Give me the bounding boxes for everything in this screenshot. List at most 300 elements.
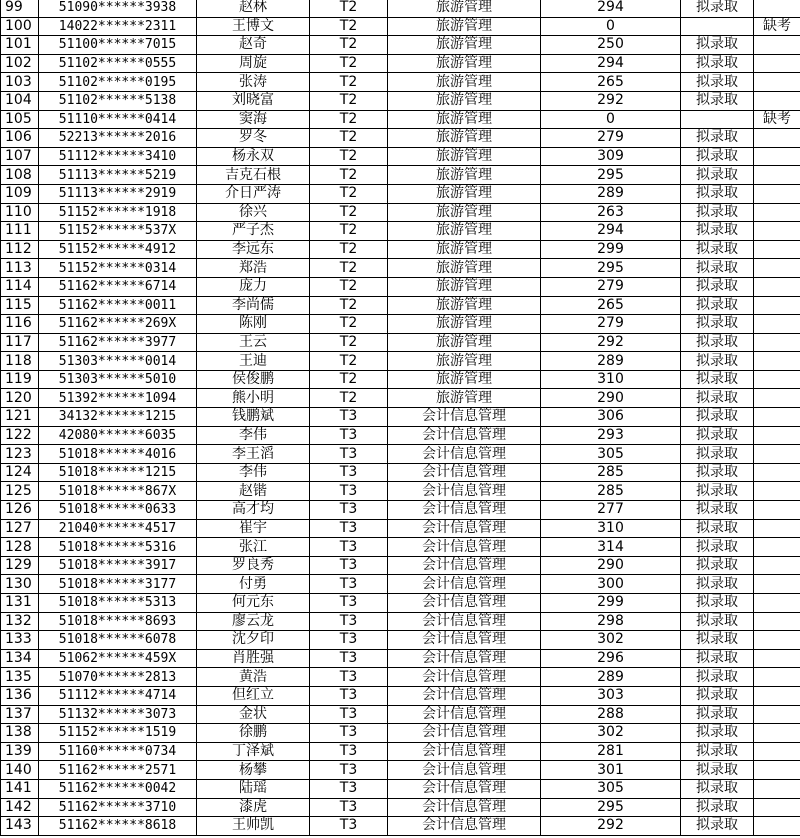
table-row (1, 315, 800, 334)
major-cell: 会计信息管理 (388, 686, 541, 705)
name-cell: 徐鹏 (197, 724, 310, 743)
class-code-cell: T2 (310, 166, 388, 185)
status-cell: 拟录取 (681, 594, 754, 613)
seq-cell: 99 (1, 0, 39, 17)
class-code-cell: T2 (310, 17, 388, 36)
id-number-cell: 51018******6078 (39, 631, 197, 650)
name-cell: 侯俊鹏 (197, 370, 310, 389)
note-cell (754, 686, 800, 705)
seq-cell: 105 (1, 110, 39, 129)
seq-cell: 104 (1, 91, 39, 110)
id-number-cell: 51018******0633 (39, 501, 197, 520)
status-cell: 拟录取 (681, 0, 754, 17)
table-row (1, 501, 800, 520)
note-cell: 缺考 (754, 110, 800, 129)
status-cell: 拟录取 (681, 798, 754, 817)
status-cell: 拟录取 (681, 296, 754, 315)
table-row (1, 0, 800, 17)
score-cell: 289 (541, 668, 681, 687)
seq-cell: 125 (1, 482, 39, 501)
note-cell (754, 817, 800, 836)
table-row (1, 575, 800, 594)
score-cell: 299 (541, 240, 681, 259)
seq-cell: 143 (1, 817, 39, 836)
note-cell (754, 705, 800, 724)
note-cell (754, 779, 800, 798)
major-cell: 会计信息管理 (388, 705, 541, 724)
note-cell (754, 612, 800, 631)
class-code-cell: T2 (310, 203, 388, 222)
score-cell: 285 (541, 463, 681, 482)
class-code-cell: T2 (310, 240, 388, 259)
status-cell: 拟录取 (681, 91, 754, 110)
class-code-cell: T2 (310, 54, 388, 73)
table-row (1, 296, 800, 315)
seq-cell: 113 (1, 259, 39, 278)
table-row (1, 761, 800, 780)
class-code-cell: T3 (310, 408, 388, 427)
status-cell: 拟录取 (681, 203, 754, 222)
seq-cell: 140 (1, 761, 39, 780)
table-row (1, 370, 800, 389)
seq-cell: 110 (1, 203, 39, 222)
table-row (1, 742, 800, 761)
score-cell: 279 (541, 315, 681, 334)
seq-cell: 130 (1, 575, 39, 594)
id-number-cell: 51162******8618 (39, 817, 197, 836)
seq-cell: 118 (1, 352, 39, 371)
class-code-cell: T3 (310, 668, 388, 687)
status-cell: 拟录取 (681, 129, 754, 148)
status-cell: 拟录取 (681, 631, 754, 650)
score-cell: 263 (541, 203, 681, 222)
id-number-cell: 51303******0014 (39, 352, 197, 371)
status-cell: 拟录取 (681, 408, 754, 427)
table-row (1, 724, 800, 743)
name-cell: 张江 (197, 538, 310, 557)
class-code-cell: T2 (310, 259, 388, 278)
id-number-cell: 51392******1094 (39, 389, 197, 408)
seq-cell: 112 (1, 240, 39, 259)
seq-cell: 109 (1, 184, 39, 203)
class-code-cell: T3 (310, 594, 388, 613)
major-cell: 会计信息管理 (388, 501, 541, 520)
id-number-cell: 51162******269X (39, 315, 197, 334)
score-cell: 309 (541, 147, 681, 166)
seq-cell: 106 (1, 129, 39, 148)
major-cell: 旅游管理 (388, 129, 541, 148)
table-row (1, 147, 800, 166)
name-cell: 王帅凯 (197, 817, 310, 836)
note-cell (754, 389, 800, 408)
class-code-cell: T3 (310, 556, 388, 575)
note-cell (754, 129, 800, 148)
status-cell: 拟录取 (681, 73, 754, 92)
name-cell: 付勇 (197, 575, 310, 594)
name-cell: 熊小明 (197, 389, 310, 408)
name-cell: 张涛 (197, 73, 310, 92)
status-cell: 拟录取 (681, 649, 754, 668)
class-code-cell: T3 (310, 817, 388, 836)
name-cell: 廖云龙 (197, 612, 310, 631)
seq-cell: 116 (1, 315, 39, 334)
id-number-cell: 51102******5138 (39, 91, 197, 110)
table-row (1, 408, 800, 427)
table-row (1, 445, 800, 464)
table-row (1, 463, 800, 482)
status-cell: 拟录取 (681, 668, 754, 687)
note-cell (754, 315, 800, 334)
id-number-cell: 51162******3977 (39, 333, 197, 352)
score-cell: 294 (541, 54, 681, 73)
seq-cell: 132 (1, 612, 39, 631)
note-cell (754, 54, 800, 73)
major-cell: 会计信息管理 (388, 779, 541, 798)
note-cell (754, 36, 800, 55)
table-row (1, 277, 800, 296)
name-cell: 李远东 (197, 240, 310, 259)
note-cell (754, 203, 800, 222)
id-number-cell: 51018******3177 (39, 575, 197, 594)
note-cell (754, 575, 800, 594)
table-row (1, 779, 800, 798)
id-number-cell: 51100******7015 (39, 36, 197, 55)
name-cell: 杨攀 (197, 761, 310, 780)
id-number-cell: 51018******1215 (39, 463, 197, 482)
major-cell: 会计信息管理 (388, 649, 541, 668)
note-cell (754, 296, 800, 315)
status-cell: 拟录取 (681, 686, 754, 705)
seq-cell: 101 (1, 36, 39, 55)
id-number-cell: 51152******1519 (39, 724, 197, 743)
name-cell: 但红立 (197, 686, 310, 705)
status-cell: 拟录取 (681, 370, 754, 389)
seq-cell: 123 (1, 445, 39, 464)
score-cell: 250 (541, 36, 681, 55)
note-cell (754, 147, 800, 166)
seq-cell: 115 (1, 296, 39, 315)
id-number-cell: 51162******6714 (39, 277, 197, 296)
name-cell: 赵林 (197, 0, 310, 17)
table-row (1, 91, 800, 110)
score-cell: 306 (541, 408, 681, 427)
score-cell: 294 (541, 0, 681, 17)
major-cell: 旅游管理 (388, 259, 541, 278)
class-code-cell: T3 (310, 742, 388, 761)
score-cell: 295 (541, 259, 681, 278)
name-cell: 杨永双 (197, 147, 310, 166)
seq-cell: 119 (1, 370, 39, 389)
table-row (1, 110, 800, 129)
major-cell: 旅游管理 (388, 91, 541, 110)
seq-cell: 142 (1, 798, 39, 817)
score-cell: 295 (541, 798, 681, 817)
id-number-cell: 51102******0555 (39, 54, 197, 73)
note-cell (754, 463, 800, 482)
class-code-cell: T2 (310, 333, 388, 352)
class-code-cell: T3 (310, 631, 388, 650)
note-cell (754, 426, 800, 445)
name-cell: 陆瑶 (197, 779, 310, 798)
score-cell: 314 (541, 538, 681, 557)
note-cell (754, 166, 800, 185)
table-row (1, 538, 800, 557)
table-row (1, 426, 800, 445)
note-cell: 缺考 (754, 17, 800, 36)
score-cell: 0 (541, 17, 681, 36)
major-cell: 旅游管理 (388, 389, 541, 408)
note-cell (754, 259, 800, 278)
id-number-cell: 51110******0414 (39, 110, 197, 129)
table-row (1, 129, 800, 148)
name-cell: 王迪 (197, 352, 310, 371)
id-number-cell: 51303******5010 (39, 370, 197, 389)
id-number-cell: 51152******1918 (39, 203, 197, 222)
status-cell: 拟录取 (681, 482, 754, 501)
table-row (1, 17, 800, 36)
class-code-cell: T3 (310, 686, 388, 705)
major-cell: 旅游管理 (388, 17, 541, 36)
note-cell (754, 724, 800, 743)
class-code-cell: T2 (310, 352, 388, 371)
major-cell: 旅游管理 (388, 110, 541, 129)
score-cell: 277 (541, 501, 681, 520)
major-cell: 会计信息管理 (388, 594, 541, 613)
major-cell: 旅游管理 (388, 333, 541, 352)
table-row (1, 389, 800, 408)
note-cell (754, 519, 800, 538)
class-code-cell: T2 (310, 389, 388, 408)
score-cell: 290 (541, 389, 681, 408)
name-cell: 王云 (197, 333, 310, 352)
class-code-cell: T3 (310, 501, 388, 520)
score-cell: 299 (541, 594, 681, 613)
name-cell: 何元东 (197, 594, 310, 613)
table-row (1, 203, 800, 222)
name-cell: 严子杰 (197, 222, 310, 241)
name-cell: 李伟 (197, 463, 310, 482)
major-cell: 会计信息管理 (388, 556, 541, 575)
table-row (1, 686, 800, 705)
name-cell: 漆虎 (197, 798, 310, 817)
name-cell: 丁泽斌 (197, 742, 310, 761)
score-cell: 310 (541, 519, 681, 538)
seq-cell: 121 (1, 408, 39, 427)
name-cell: 周旋 (197, 54, 310, 73)
score-cell: 0 (541, 110, 681, 129)
id-number-cell: 34132******1215 (39, 408, 197, 427)
status-cell: 拟录取 (681, 538, 754, 557)
note-cell (754, 333, 800, 352)
id-number-cell: 21040******4517 (39, 519, 197, 538)
score-cell: 310 (541, 370, 681, 389)
name-cell: 庞力 (197, 277, 310, 296)
class-code-cell: T3 (310, 482, 388, 501)
id-number-cell: 51102******0195 (39, 73, 197, 92)
status-cell: 拟录取 (681, 612, 754, 631)
major-cell: 会计信息管理 (388, 724, 541, 743)
name-cell: 崔宇 (197, 519, 310, 538)
status-cell: 拟录取 (681, 277, 754, 296)
table-row (1, 240, 800, 259)
note-cell (754, 408, 800, 427)
score-cell: 292 (541, 91, 681, 110)
score-cell: 296 (541, 649, 681, 668)
major-cell: 旅游管理 (388, 73, 541, 92)
name-cell: 沈夕印 (197, 631, 310, 650)
table-row (1, 612, 800, 631)
status-cell: 拟录取 (681, 463, 754, 482)
status-cell: 拟录取 (681, 519, 754, 538)
id-number-cell: 51113******5219 (39, 166, 197, 185)
major-cell: 会计信息管理 (388, 742, 541, 761)
table-body (1, 0, 800, 835)
seq-cell: 134 (1, 649, 39, 668)
table-row (1, 482, 800, 501)
major-cell: 会计信息管理 (388, 408, 541, 427)
class-code-cell: T2 (310, 0, 388, 17)
score-cell: 288 (541, 705, 681, 724)
seq-cell: 103 (1, 73, 39, 92)
class-code-cell: T2 (310, 36, 388, 55)
table-row (1, 668, 800, 687)
class-code-cell: T3 (310, 761, 388, 780)
major-cell: 会计信息管理 (388, 668, 541, 687)
seq-cell: 141 (1, 779, 39, 798)
class-code-cell: T2 (310, 184, 388, 203)
status-cell: 拟录取 (681, 742, 754, 761)
status-cell: 拟录取 (681, 315, 754, 334)
class-code-cell: T2 (310, 222, 388, 241)
note-cell (754, 556, 800, 575)
score-cell: 295 (541, 166, 681, 185)
table-row (1, 817, 800, 836)
id-number-cell: 42080******6035 (39, 426, 197, 445)
status-cell: 拟录取 (681, 184, 754, 203)
score-cell: 279 (541, 129, 681, 148)
seq-cell: 122 (1, 426, 39, 445)
major-cell: 会计信息管理 (388, 761, 541, 780)
score-cell: 293 (541, 426, 681, 445)
name-cell: 肖胜强 (197, 649, 310, 668)
score-cell: 281 (541, 742, 681, 761)
seq-cell: 138 (1, 724, 39, 743)
seq-cell: 107 (1, 147, 39, 166)
note-cell (754, 761, 800, 780)
major-cell: 会计信息管理 (388, 798, 541, 817)
seq-cell: 135 (1, 668, 39, 687)
table-row (1, 519, 800, 538)
score-cell: 290 (541, 556, 681, 575)
seq-cell: 120 (1, 389, 39, 408)
score-cell: 292 (541, 333, 681, 352)
id-number-cell: 51018******8693 (39, 612, 197, 631)
status-cell: 拟录取 (681, 779, 754, 798)
class-code-cell: T3 (310, 649, 388, 668)
name-cell: 罗冬 (197, 129, 310, 148)
id-number-cell: 51070******2813 (39, 668, 197, 687)
class-code-cell: T3 (310, 612, 388, 631)
score-cell: 285 (541, 482, 681, 501)
class-code-cell: T2 (310, 370, 388, 389)
id-number-cell: 51132******3073 (39, 705, 197, 724)
class-code-cell: T3 (310, 705, 388, 724)
name-cell: 王博文 (197, 17, 310, 36)
major-cell: 会计信息管理 (388, 519, 541, 538)
status-cell: 拟录取 (681, 501, 754, 520)
major-cell: 旅游管理 (388, 352, 541, 371)
major-cell: 旅游管理 (388, 147, 541, 166)
note-cell (754, 370, 800, 389)
major-cell: 旅游管理 (388, 370, 541, 389)
class-code-cell: T2 (310, 315, 388, 334)
status-cell: 拟录取 (681, 761, 754, 780)
id-number-cell: 51018******3917 (39, 556, 197, 575)
table-row (1, 54, 800, 73)
id-number-cell: 51113******2919 (39, 184, 197, 203)
score-cell: 305 (541, 779, 681, 798)
major-cell: 旅游管理 (388, 36, 541, 55)
id-number-cell: 51062******459X (39, 649, 197, 668)
status-cell: 拟录取 (681, 240, 754, 259)
seq-cell: 100 (1, 17, 39, 36)
name-cell: 郑浩 (197, 259, 310, 278)
status-cell: 拟录取 (681, 36, 754, 55)
name-cell: 李伟 (197, 426, 310, 445)
seq-cell: 117 (1, 333, 39, 352)
score-cell: 289 (541, 184, 681, 203)
name-cell: 窦海 (197, 110, 310, 129)
major-cell: 会计信息管理 (388, 631, 541, 650)
class-code-cell: T2 (310, 129, 388, 148)
table-row (1, 649, 800, 668)
table-row (1, 166, 800, 185)
note-cell (754, 649, 800, 668)
note-cell (754, 277, 800, 296)
id-number-cell: 51162******2571 (39, 761, 197, 780)
score-cell: 305 (541, 445, 681, 464)
major-cell: 旅游管理 (388, 222, 541, 241)
table-row (1, 222, 800, 241)
status-cell: 拟录取 (681, 166, 754, 185)
id-number-cell: 51018******867X (39, 482, 197, 501)
status-cell: 拟录取 (681, 705, 754, 724)
major-cell: 旅游管理 (388, 296, 541, 315)
major-cell: 会计信息管理 (388, 463, 541, 482)
id-number-cell: 51018******5316 (39, 538, 197, 557)
class-code-cell: T3 (310, 519, 388, 538)
table-row (1, 333, 800, 352)
table-row (1, 36, 800, 55)
class-code-cell: T3 (310, 445, 388, 464)
major-cell: 旅游管理 (388, 166, 541, 185)
class-code-cell: T2 (310, 73, 388, 92)
name-cell: 赵奇 (197, 36, 310, 55)
major-cell: 旅游管理 (388, 240, 541, 259)
major-cell: 会计信息管理 (388, 538, 541, 557)
name-cell: 陈刚 (197, 315, 310, 334)
name-cell: 赵锴 (197, 482, 310, 501)
id-number-cell: 51162******0011 (39, 296, 197, 315)
seq-cell: 111 (1, 222, 39, 241)
status-cell: 拟录取 (681, 445, 754, 464)
score-cell: 279 (541, 277, 681, 296)
note-cell (754, 668, 800, 687)
major-cell: 会计信息管理 (388, 426, 541, 445)
seq-cell: 128 (1, 538, 39, 557)
name-cell: 黄浩 (197, 668, 310, 687)
name-cell: 金状 (197, 705, 310, 724)
